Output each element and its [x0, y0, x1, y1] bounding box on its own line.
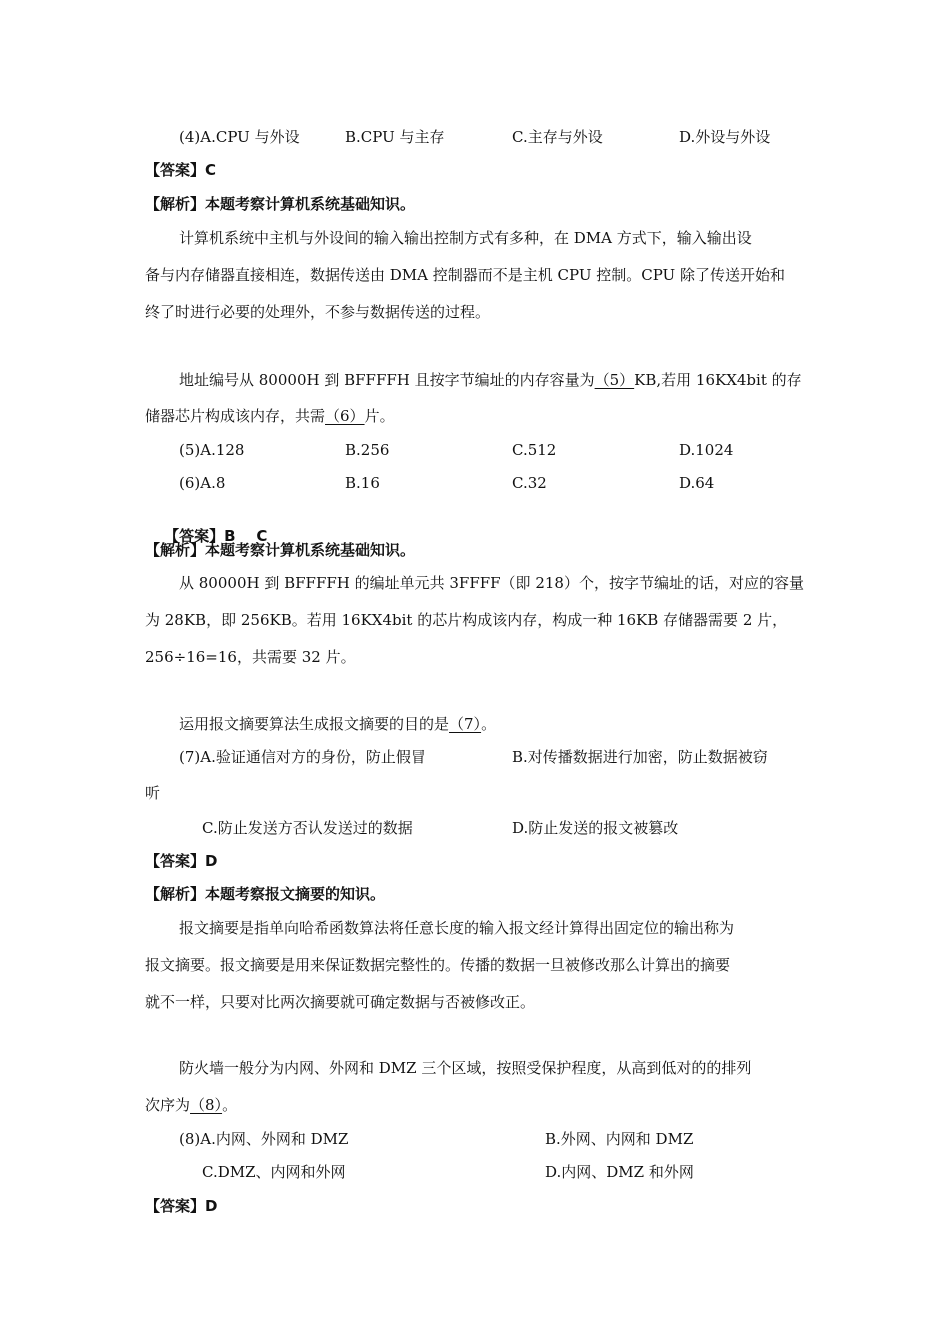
question-7-stem [179, 714, 496, 734]
option-4a: (4)A.CPU 与外设 [179, 128, 300, 146]
analysis-text-4-line1: 计算机系统中主机与外设间的输入输出控制方式有多种，在 DMA 方式下，输入输出设 [179, 229, 752, 247]
option-5b: B.256 [345, 441, 390, 459]
answer-line-8 [145, 1196, 217, 1216]
analysis-text-56-line3: 256÷16=16，共需要 32 片。 [145, 648, 356, 666]
blank-7: （7） [449, 715, 482, 733]
option-6c: C.32 [512, 474, 547, 492]
answer-line-4 [145, 160, 216, 180]
option-8c: C.DMZ、内网和外网 [202, 1163, 346, 1181]
analysis-heading: 本题考察计算机系统基础知识。 [205, 195, 416, 213]
stem-text: 储器芯片构成该内存，共需 [145, 407, 326, 425]
stem-text: 运用报文摘要算法生成报文摘要的目的是 [179, 715, 450, 733]
analysis-title-7 [145, 884, 385, 904]
option-5d: D.1024 [679, 441, 734, 459]
option-5a: (5)A.128 [179, 441, 245, 459]
blank-5: （5） [594, 371, 635, 389]
analysis-text-56-line1: 从 80000H 到 BFFFFH 的编址单元共 3FFFF（即 218）个，按字节编址的话，对应的容量 [179, 574, 804, 592]
option-7d: D.防止发送的报文被篡改 [512, 819, 679, 837]
stem-text: 次序为 [145, 1096, 191, 1114]
answer-label: 【答案】 [145, 852, 206, 870]
option-6a: (6)A.8 [179, 474, 226, 492]
analysis-heading: 本题考察报文摘要的知识。 [205, 885, 386, 903]
analysis-title-4 [145, 194, 415, 214]
stem-text: 。 [481, 715, 497, 733]
stem-text: KB,若用 16KX4bit 的存 [634, 371, 802, 389]
stem-text: 片。 [364, 407, 395, 425]
analysis-heading: 本题考察计算机系统基础知识。 [205, 541, 416, 559]
stem-text: 地址编号从 80000H 到 BFFFFH 且按字节编址的内存容量为 [179, 371, 595, 389]
option-4b: B.CPU 与主存 [345, 128, 445, 146]
option-4c: C.主存与外设 [512, 128, 603, 146]
answer-value: C [205, 161, 217, 179]
answer-value: B C [224, 527, 268, 545]
answer-label: 【答案】 [145, 161, 206, 179]
question-8-stem-line2 [145, 1095, 237, 1115]
option-5c: C.512 [512, 441, 557, 459]
question-8-stem-line1: 防火墙一般分为内网、外网和 DMZ 三个区域，按照受保护程度，从高到低对的的排列 [179, 1059, 752, 1077]
option-6d: D.64 [679, 474, 715, 492]
option-7a: (7)A.验证通信对方的身份，防止假冒 [179, 748, 426, 766]
option-8d: D.内网、DMZ 和外网 [545, 1163, 694, 1181]
answer-label: 【答案】 [164, 527, 225, 545]
option-6b: B.16 [345, 474, 380, 492]
analysis-text-56-line2: 为 28KB，即 256KB。若用 16KX4bit 的芯片构成该内存，构成一种 16KB 存储器需要 2 片， [145, 611, 788, 629]
option-7b: B.对传播数据进行加密，防止数据被窃 [512, 748, 768, 766]
analysis-text-4-line2: 备与内存储器直接相连，数据传送由 DMA 控制器而不是主机 CPU 控制。CPU 除了传送开始和 [145, 266, 785, 284]
question-5-stem-line1 [179, 370, 802, 390]
answer-line-7 [145, 851, 217, 871]
answer-value: D [205, 1197, 218, 1215]
blank-6: （6） [325, 407, 365, 425]
analysis-label: 【解析】 [145, 195, 206, 213]
answer-label: 【答案】 [145, 1197, 206, 1215]
stem-text: 。 [222, 1096, 238, 1114]
option-4d: D.外设与外设 [679, 128, 771, 146]
analysis-text-7-line2: 报文摘要。报文摘要是用来保证数据完整性的。传播的数据一旦被修改那么计算出的摘要 [145, 956, 731, 974]
option-8b: B.外网、内网和 DMZ [545, 1130, 694, 1148]
option-8a: (8)A.内网、外网和 DMZ [179, 1130, 349, 1148]
analysis-title-56 [145, 540, 415, 560]
question-5-stem-line2 [145, 406, 395, 426]
answer-value: D [205, 852, 218, 870]
analysis-label: 【解析】 [145, 541, 206, 559]
analysis-text-7-line3: 就不一样，只要对比两次摘要就可确定数据与否被修改正。 [145, 993, 536, 1011]
blank-8: （8） [190, 1096, 223, 1114]
option-7b-continuation: 听 [145, 784, 161, 802]
analysis-label: 【解析】 [145, 885, 206, 903]
analysis-text-4-line3: 终了时进行必要的处理外，不参与数据传送的过程。 [145, 303, 491, 321]
analysis-text-7-line1: 报文摘要是指单向哈希函数算法将任意长度的输入报文经计算得出固定位的输出称为 [179, 919, 735, 937]
option-7c: C.防止发送方否认发送过的数据 [202, 819, 413, 837]
